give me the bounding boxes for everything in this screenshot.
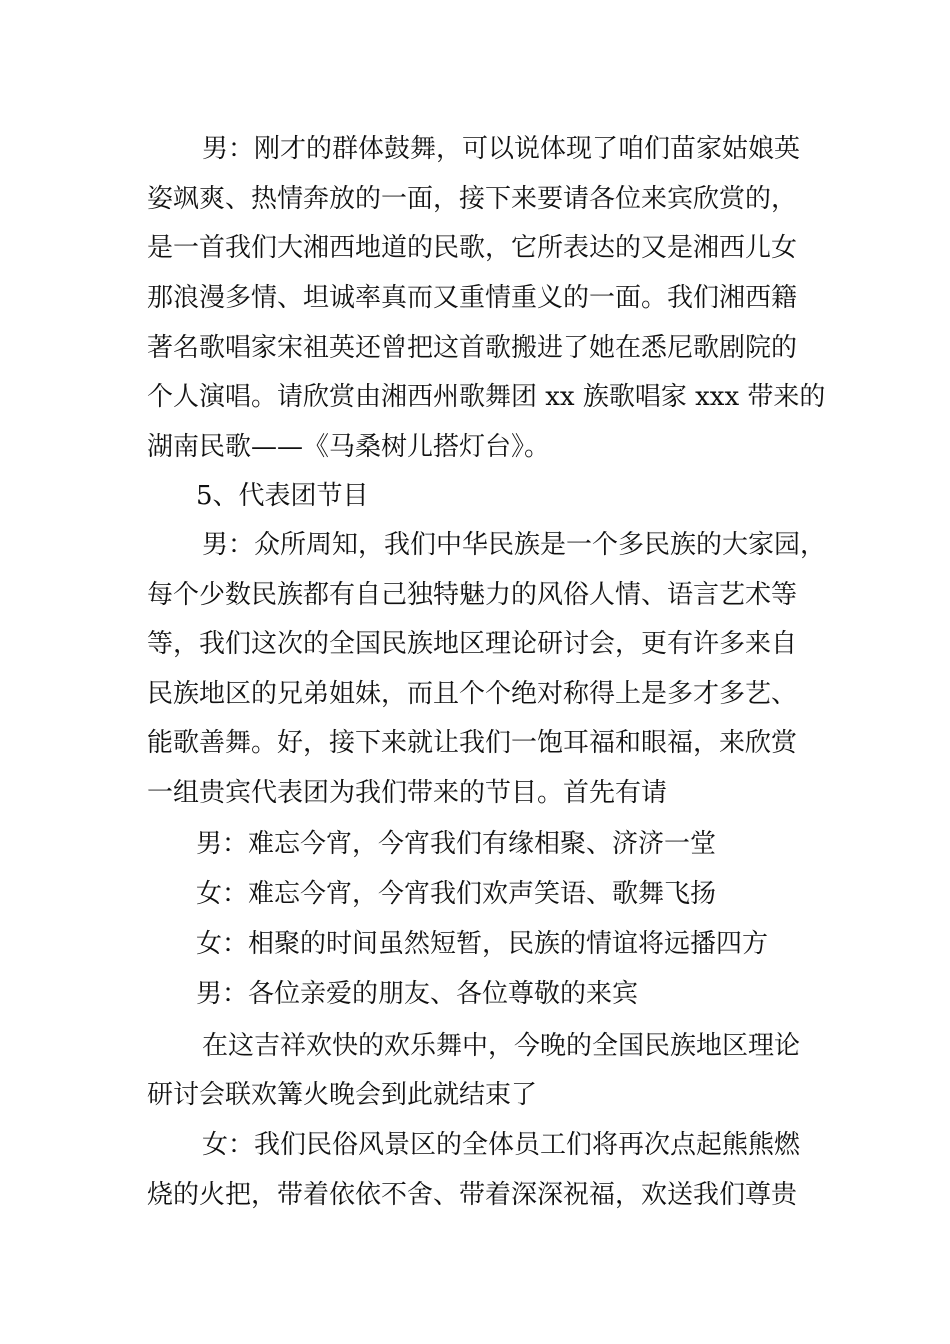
text-line: 等，我们这次的全国民族地区理论研讨会，更有许多来自 — [147, 629, 798, 659]
text-line: 是一首我们大湘西地道的民歌，它所表达的又是湘西儿女 — [147, 233, 798, 263]
text-line: 研讨会联欢篝火晚会到此就结束了 — [147, 1080, 538, 1110]
dialogue-line: 女：难忘今宵，今宵我们欢声笑语、歌舞飞扬 — [196, 879, 717, 909]
dialogue-line: 男：各位亲爱的朋友、各位尊敬的来宾 — [196, 979, 639, 1009]
text-line: 女：我们民俗风景区的全体员工们将再次点起熊熊燃 — [202, 1130, 801, 1160]
text-line: 一组贵宾代表团为我们带来的节目。首先有请 — [147, 778, 668, 808]
text-line: 能歌善舞。好，接下来就让我们一饱耳福和眼福，来欣赏 — [147, 728, 798, 758]
text-line: 那浪漫多情、坦诚率真而又重情重义的一面。我们湘西籍 — [147, 283, 798, 313]
text-line: 个人演唱。请欣赏由湘西州歌舞团 xx 族歌唱家 xxx 带来的 — [147, 382, 826, 412]
text-line: 湖南民歌——《马桑树儿搭灯台》。 — [147, 432, 551, 462]
text-line: 姿飒爽、热情奔放的一面，接下来要请各位来宾欣赏的， — [147, 184, 798, 214]
text-line: 男：众所周知，我们中华民族是一个多民族的大家园， — [202, 530, 827, 560]
section-heading: 5、代表团节目 — [196, 481, 369, 511]
text-line: 烧的火把，带着依依不舍、带着深深祝福，欢送我们尊贵 — [147, 1180, 798, 1210]
dialogue-line: 男：难忘今宵，今宵我们有缘相聚、济济一堂 — [196, 829, 717, 859]
dialogue-line: 女：相聚的时间虽然短暂，民族的情谊将远播四方 — [196, 929, 769, 959]
text-line: 男：刚才的群体鼓舞，可以说体现了咱们苗家姑娘英 — [202, 134, 801, 164]
text-line: 著名歌唱家宋祖英还曾把这首歌搬进了她在悉尼歌剧院的 — [147, 333, 798, 363]
text-line: 在这吉祥欢快的欢乐舞中，今晚的全国民族地区理论 — [202, 1031, 801, 1061]
text-line: 每个少数民族都有自己独特魅力的风俗人情、语言艺术等 — [147, 580, 798, 610]
text-line: 民族地区的兄弟姐妹，而且个个绝对称得上是多才多艺、 — [147, 679, 798, 709]
